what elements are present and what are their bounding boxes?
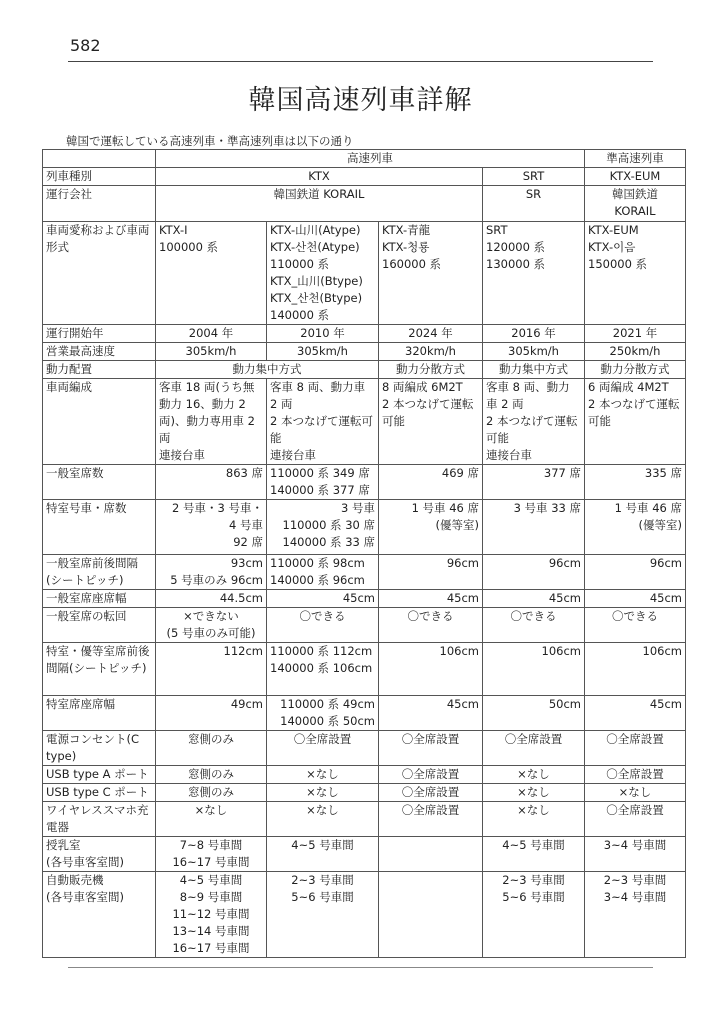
table-cell: 2024 年: [379, 325, 483, 343]
table-cell: ×できない (5 号車のみ可能): [156, 608, 267, 643]
table-cell: 49cm: [156, 696, 267, 731]
table-cell: 96cm: [483, 555, 585, 590]
table-cell: 動力分散方式: [585, 361, 686, 379]
table-cell: 863 席: [156, 465, 267, 500]
table-cell: 〇全席設置: [379, 784, 483, 802]
table-row: [43, 837, 686, 872]
table-cell: 2010 年: [267, 325, 379, 343]
table-cell: 110000 系 49cm 140000 系 50cm: [267, 696, 379, 731]
table-row: [43, 643, 686, 696]
table-cell: [379, 837, 483, 872]
table-cell: 50cm: [483, 696, 585, 731]
row-header-cell: 特室席座席幅: [43, 696, 156, 731]
table-row: [43, 766, 686, 784]
table-row: [43, 608, 686, 643]
train-comparison-table: [42, 149, 686, 958]
table-cell: 106cm: [483, 643, 585, 696]
footer-rule: [68, 967, 653, 968]
table-cell: 7~8 号車間 16~17 号車間: [156, 837, 267, 872]
table-cell: 動力分散方式: [379, 361, 483, 379]
table-cell: 1 号車 46 席 (優等室): [585, 500, 686, 555]
row-header-cell: ワイヤレススマホ充電器: [43, 802, 156, 837]
table-cell: 335 席: [585, 465, 686, 500]
table-cell: 4~5 号車間: [483, 837, 585, 872]
table-cell: SRT: [483, 168, 585, 186]
table-cell: 〇全席設置: [585, 766, 686, 784]
table-cell: KTX-EUM: [585, 168, 686, 186]
table-cell: 305km/h: [156, 343, 267, 361]
table-cell: 96cm: [585, 555, 686, 590]
table-cell: ×なし: [483, 766, 585, 784]
row-header-cell: 一般室席の転回: [43, 608, 156, 643]
row-header-cell: [43, 150, 156, 168]
table-cell: 3 号車 110000 系 30 席 140000 系 33 席: [267, 500, 379, 555]
table-row: [43, 361, 686, 379]
table-cell: 44.5cm: [156, 590, 267, 608]
row-header-cell: 車両編成: [43, 379, 156, 465]
table-cell: 1 号車 46 席 (優等室): [379, 500, 483, 555]
table-cell: 45cm: [483, 590, 585, 608]
table-row: [43, 186, 686, 222]
table-cell: 377 席: [483, 465, 585, 500]
table-cell: 320km/h: [379, 343, 483, 361]
table-cell: 96cm: [379, 555, 483, 590]
table-cell: 45cm: [379, 696, 483, 731]
table-row: [43, 222, 686, 325]
table-cell: 4~5 号車間: [267, 837, 379, 872]
row-header-cell: 一般室席座席幅: [43, 590, 156, 608]
table-row: [43, 731, 686, 766]
table-row: [43, 872, 686, 958]
table-row: [43, 555, 686, 590]
table-cell: 2~3 号車間 5~6 号車間: [267, 872, 379, 958]
table-cell: KTX-青龍 KTX-청룡 160000 系: [379, 222, 483, 325]
row-header-cell: 車両愛称および車両形式: [43, 222, 156, 325]
row-header-cell: 運行開始年: [43, 325, 156, 343]
table-cell: 8 両編成 6M2T 2 本つなげて運転可能: [379, 379, 483, 465]
table-cell: 〇できる: [379, 608, 483, 643]
row-header-cell: 自動販売機 (各号車客室間): [43, 872, 156, 958]
table-cell: ×なし: [267, 766, 379, 784]
table-cell: 45cm: [585, 590, 686, 608]
table-cell: 45cm: [379, 590, 483, 608]
table-cell: 高速列車: [156, 150, 585, 168]
table-cell: ×なし: [156, 802, 267, 837]
table-cell: 〇全席設置: [379, 731, 483, 766]
table-cell: 窓側のみ: [156, 784, 267, 802]
table-cell: 〇全席設置: [379, 802, 483, 837]
table-row: [43, 802, 686, 837]
table-cell: 6 両編成 4M2T 2 本つなげて運転可能: [585, 379, 686, 465]
table-cell: [379, 872, 483, 958]
table-cell: 106cm: [379, 643, 483, 696]
table-cell: 〇全席設置: [585, 731, 686, 766]
table-cell: 45cm: [267, 590, 379, 608]
table-row: [43, 343, 686, 361]
table-cell: 305km/h: [267, 343, 379, 361]
row-header-cell: 営業最高速度: [43, 343, 156, 361]
row-header-cell: 一般室席前後間隔 (シートピッチ): [43, 555, 156, 590]
table-row: [43, 696, 686, 731]
table-cell: ×なし: [483, 802, 585, 837]
table-cell: 〇全席設置: [267, 731, 379, 766]
table-cell: 110000 系 112cm 140000 系 106cm: [267, 643, 379, 696]
table-cell: 45cm: [585, 696, 686, 731]
table-cell: 2021 年: [585, 325, 686, 343]
row-header-cell: USB type A ポート: [43, 766, 156, 784]
table-cell: 2~3 号車間 5~6 号車間: [483, 872, 585, 958]
table-cell: 客車 8 両、動力車 2 両 2 本つなげて運転可能 連接台車: [267, 379, 379, 465]
table-cell: 〇できる: [483, 608, 585, 643]
table-cell: KTX-I 100000 系: [156, 222, 267, 325]
table-cell: 〇できる: [585, 608, 686, 643]
table-cell: KTX: [156, 168, 483, 186]
table-cell: 110000 系 349 席 140000 系 377 席: [267, 465, 379, 500]
table-cell: 〇全席設置: [483, 731, 585, 766]
table-cell: 2 号車・3 号車・ 4 号車 92 席: [156, 500, 267, 555]
table-cell: 250km/h: [585, 343, 686, 361]
table-cell: 93cm 5 号車のみ 96cm: [156, 555, 267, 590]
table-row: [43, 590, 686, 608]
page-title: 韓国高速列車詳解: [248, 85, 473, 116]
row-header-cell: 特室・優等室席前後間隔(シートピッチ): [43, 643, 156, 696]
table-row: [43, 784, 686, 802]
intro-text: 韓国で運転している高速列車・準高速列車は以下の通り: [66, 134, 354, 148]
table-cell: ×なし: [267, 784, 379, 802]
table-cell: 3~4 号車間: [585, 837, 686, 872]
table-row: [43, 379, 686, 465]
table-row: [43, 168, 686, 186]
row-header-cell: 一般室席数: [43, 465, 156, 500]
row-header-cell: USB type C ポート: [43, 784, 156, 802]
table-row: [43, 150, 686, 168]
row-header-cell: 動力配置: [43, 361, 156, 379]
row-header-cell: 列車種別: [43, 168, 156, 186]
table-cell: ×なし: [267, 802, 379, 837]
page-number: 582: [70, 36, 101, 55]
row-header-cell: 電源コンセント(C type): [43, 731, 156, 766]
table-cell: 305km/h: [483, 343, 585, 361]
table-cell: 469 席: [379, 465, 483, 500]
table-cell: ×なし: [585, 784, 686, 802]
table-cell: KTX-山川(Atype) KTX-산천(Atype) 110000 系 KTX_山川(Btype) KTX_산천(Btype) 140000 系: [267, 222, 379, 325]
table-cell: SR: [483, 186, 585, 222]
table-cell: 窓側のみ: [156, 731, 267, 766]
table-cell: 2~3 号車間 3~4 号車間: [585, 872, 686, 958]
table-row: [43, 325, 686, 343]
table-cell: 準高速列車: [585, 150, 686, 168]
table-cell: SRT 120000 系 130000 系: [483, 222, 585, 325]
table-cell: 106cm: [585, 643, 686, 696]
table-row: [43, 500, 686, 555]
table-cell: 客車 8 両、動力車 2 両 2 本つなげて運転可能 連接台車: [483, 379, 585, 465]
table-cell: 3 号車 33 席: [483, 500, 585, 555]
header-rule: [68, 61, 653, 62]
table-cell: KTX-EUM KTX-이음 150000 系: [585, 222, 686, 325]
table-cell: 2016 年: [483, 325, 585, 343]
table-cell: 〇全席設置: [585, 802, 686, 837]
row-header-cell: 運行会社: [43, 186, 156, 222]
row-header-cell: 授乳室 (各号車客室間): [43, 837, 156, 872]
table-cell: 112cm: [156, 643, 267, 696]
table-cell: 〇できる: [267, 608, 379, 643]
table-cell: 韓国鉄道 KORAIL: [156, 186, 483, 222]
table-cell: 110000 系 98cm 140000 系 96cm: [267, 555, 379, 590]
table-cell: 動力集中方式: [483, 361, 585, 379]
table-cell: 客車 18 両(うち無動力 16、動力 2 両)、動力専用車 2 両 連接台車: [156, 379, 267, 465]
table-cell: 窓側のみ: [156, 766, 267, 784]
table-cell: 韓国鉄道 KORAIL: [585, 186, 686, 222]
table-cell: 4~5 号車間 8~9 号車間 11~12 号車間 13~14 号車間 16~17 号車間: [156, 872, 267, 958]
table-cell: 動力集中方式: [156, 361, 379, 379]
row-header-cell: 特室号車・席数: [43, 500, 156, 555]
table-cell: ×なし: [483, 784, 585, 802]
table-row: [43, 465, 686, 500]
table-cell: 〇全席設置: [379, 766, 483, 784]
table-cell: 2004 年: [156, 325, 267, 343]
